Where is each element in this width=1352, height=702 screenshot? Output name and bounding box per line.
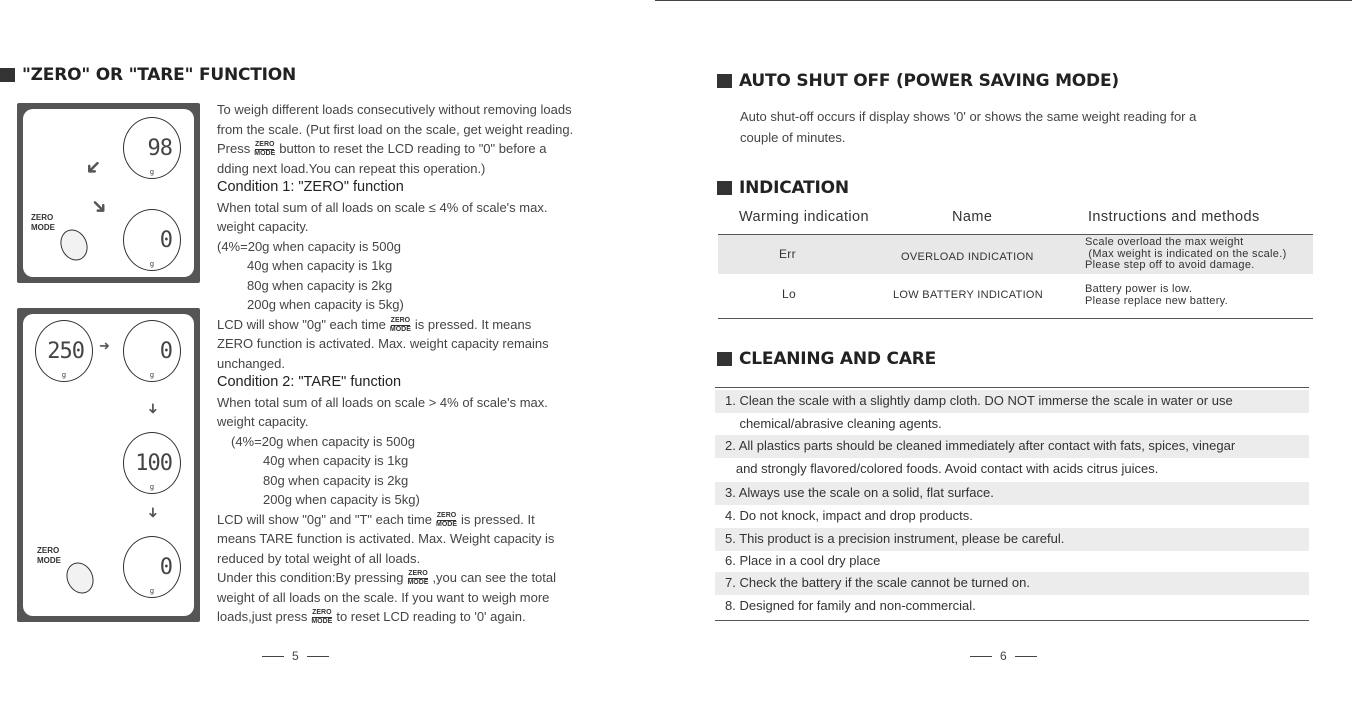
text-line: reduced by total weight of all loads. <box>217 550 421 566</box>
list-item: 1. Clean the scale with a slightly damp cloth. DO NOT immerse the scale in water or use <box>715 390 1309 413</box>
zero-tare-heading <box>0 65 296 85</box>
list-rule <box>715 620 1309 621</box>
unit: g <box>62 372 66 379</box>
table-cell-code: Err <box>779 247 796 261</box>
page-number-6: 6 <box>970 649 1037 663</box>
heading-text: "ZERO" OR "TARE" FUNCTION <box>22 65 297 85</box>
zero-mode-button-icon: ZERO MODE <box>254 141 276 158</box>
lcd-display <box>123 117 181 179</box>
lcd-digits: 0 <box>159 339 172 364</box>
lcd-digits: 100 <box>135 451 172 476</box>
text-line: Press ZERO MODE button to reset the LCD reading to "0" before a <box>217 141 547 158</box>
table-cell-instructions: Battery power is low. Please replace new battery. <box>1085 283 1229 307</box>
lcd-digits: 250 <box>47 339 84 364</box>
text-line: 80g when capacity is 2kg <box>247 277 393 293</box>
auto-shut-off-text <box>740 106 1196 148</box>
arrow-icon: ➜ <box>145 402 162 415</box>
text-line: Under this condition:By pressing ZERO MODE ,you can see the total <box>217 570 557 587</box>
zero-mode-label <box>31 213 55 233</box>
condition-1-title: Condition 1: "ZERO" function <box>217 179 404 195</box>
lcd-digits: 98 <box>147 136 172 161</box>
zero-mode-label <box>37 546 61 566</box>
list-item: 3. Always use the scale on a solid, flat surface. <box>715 482 1309 505</box>
arrow-icon: ➜ <box>145 506 162 519</box>
text-line: weight capacity. <box>217 414 309 429</box>
unit: g <box>150 169 154 176</box>
unit: g <box>150 372 154 379</box>
heading-text: CLEANING AND CARE <box>739 349 937 369</box>
heading-bullet-icon <box>717 74 732 88</box>
lcd-digits: 0 <box>159 555 172 580</box>
zero-label: ZERO <box>31 213 54 222</box>
list-rule <box>715 387 1309 388</box>
table-cell-name: LOW BATTERY INDICATION <box>893 289 1044 301</box>
table-header: Name <box>952 209 993 225</box>
text-line: ZERO function is activated. Max. weight capacity remains <box>217 336 549 351</box>
mode-label: MODE <box>37 556 61 565</box>
page-number-5: 5 <box>262 649 329 663</box>
heading-bullet-icon <box>717 352 732 366</box>
text-line: dding next load.You can repeat this operation.) <box>217 160 486 176</box>
table-cell-code: Lo <box>782 287 796 301</box>
lcd-display <box>123 432 181 494</box>
zero-mode-button-icon: ZERO MODE <box>436 511 457 528</box>
heading-bullet-icon <box>0 68 15 82</box>
table-header: Warming indication <box>739 209 869 225</box>
text-line: To weigh different loads consecutively without removing loads <box>217 102 572 117</box>
text-line: Auto shut-off occurs if display shows '0' or shows the same weight reading for a <box>740 109 1197 124</box>
text-line: (4%=20g when capacity is 500g <box>217 238 401 254</box>
lcd-digits: 0 <box>159 228 172 253</box>
indication-heading <box>717 178 849 198</box>
text-line: 40g when capacity is 1kg <box>247 258 393 273</box>
lcd-display <box>35 320 93 382</box>
text-line: 80g when capacity is 2kg <box>263 472 409 488</box>
unit: g <box>150 484 154 491</box>
list-item: chemical/abrasive cleaning agents. <box>725 416 942 431</box>
zero-mode-button-icon: ZERO MODE <box>311 609 333 626</box>
zero-mode-button-icon: ZERO MODE <box>407 570 429 587</box>
left-text <box>217 100 617 627</box>
condition-2-title: Condition 2: "TARE" function <box>217 374 402 390</box>
text-line: from the scale. (Put first load on the scale, get weight reading. <box>217 121 574 137</box>
text-line: LCD will show "0g" and "T" each time ZERO MODE is pressed. It <box>217 511 535 528</box>
list-item: 6. Place in a cool dry place <box>725 553 881 568</box>
zero-mode-button-icon: ZERO MODE <box>389 316 411 333</box>
text-line: unchanged. <box>217 355 285 371</box>
lcd-display <box>123 209 181 271</box>
text-line: weight of all loads on the scale. If you want to weigh more <box>217 589 550 605</box>
cleaning-heading <box>717 349 936 369</box>
auto-shut-off-heading <box>717 71 1119 91</box>
heading-text: AUTO SHUT OFF (POWER SAVING MODE) <box>739 71 1119 91</box>
list-item: 2. All plastics parts should be cleaned immediately after contact with fats, spices, vinegar <box>715 435 1309 458</box>
heading-bullet-icon <box>717 181 732 195</box>
text-line: (4%=20g when capacity is 500g <box>231 433 415 449</box>
tare-illustration <box>17 308 200 622</box>
lcd-display <box>123 320 181 382</box>
text-line: weight capacity. <box>217 219 309 234</box>
list-item: 4. Do not knock, impact and drop products. <box>725 508 973 523</box>
heading-text: INDICATION <box>739 178 849 198</box>
mode-label: MODE <box>31 223 55 232</box>
list-item: 7. Check the battery if the scale cannot be turned on. <box>715 572 1309 595</box>
table-rule <box>718 318 1313 319</box>
table-cell-instructions: Scale overload the max weight (Max weight is indicated on the scale.) Please step off to avoid damage. <box>1085 236 1287 271</box>
text-line: 200g when capacity is 5kg) <box>247 297 404 312</box>
text-line: When total sum of all loads on scale > 4% of scale's max. <box>217 394 548 410</box>
unit: g <box>150 588 154 595</box>
finger-icon <box>55 225 92 265</box>
table-header: Instructions and methods <box>1088 209 1260 225</box>
unit: g <box>150 261 154 268</box>
text-line: 40g when capacity is 1kg <box>263 453 409 468</box>
text-line: loads,just press ZERO MODE to reset LCD reading to '0' again. <box>217 609 526 626</box>
arrow-icon: ➜ <box>85 193 113 221</box>
list-item: 8. Designed for family and non-commercial. <box>725 598 976 613</box>
arrow-icon: ➜ <box>99 338 110 353</box>
text-line: couple of minutes. <box>740 130 846 145</box>
text-line: means TARE function is activated. Max. Weight capacity is <box>217 531 555 546</box>
table-cell-name: OVERLOAD INDICATION <box>901 251 1034 263</box>
lcd-display <box>123 536 181 598</box>
text-line: LCD will show "0g" each time ZERO MODE is pressed. It means <box>217 316 532 333</box>
zero-illustration <box>17 103 200 283</box>
finger-icon <box>61 558 98 598</box>
list-item: and strongly flavored/colored foods. Avoid contact with acids citrus juices. <box>725 461 1159 476</box>
arrow-icon: ➜ <box>79 153 107 181</box>
top-rule <box>655 0 1352 1</box>
list-item: 5. This product is a precision instrument, please be careful. <box>715 528 1309 551</box>
text-line: When total sum of all loads on scale ≤ 4% of scale's max. <box>217 199 548 215</box>
text-line: 200g when capacity is 5kg) <box>263 492 420 507</box>
zero-label: ZERO <box>37 546 60 555</box>
